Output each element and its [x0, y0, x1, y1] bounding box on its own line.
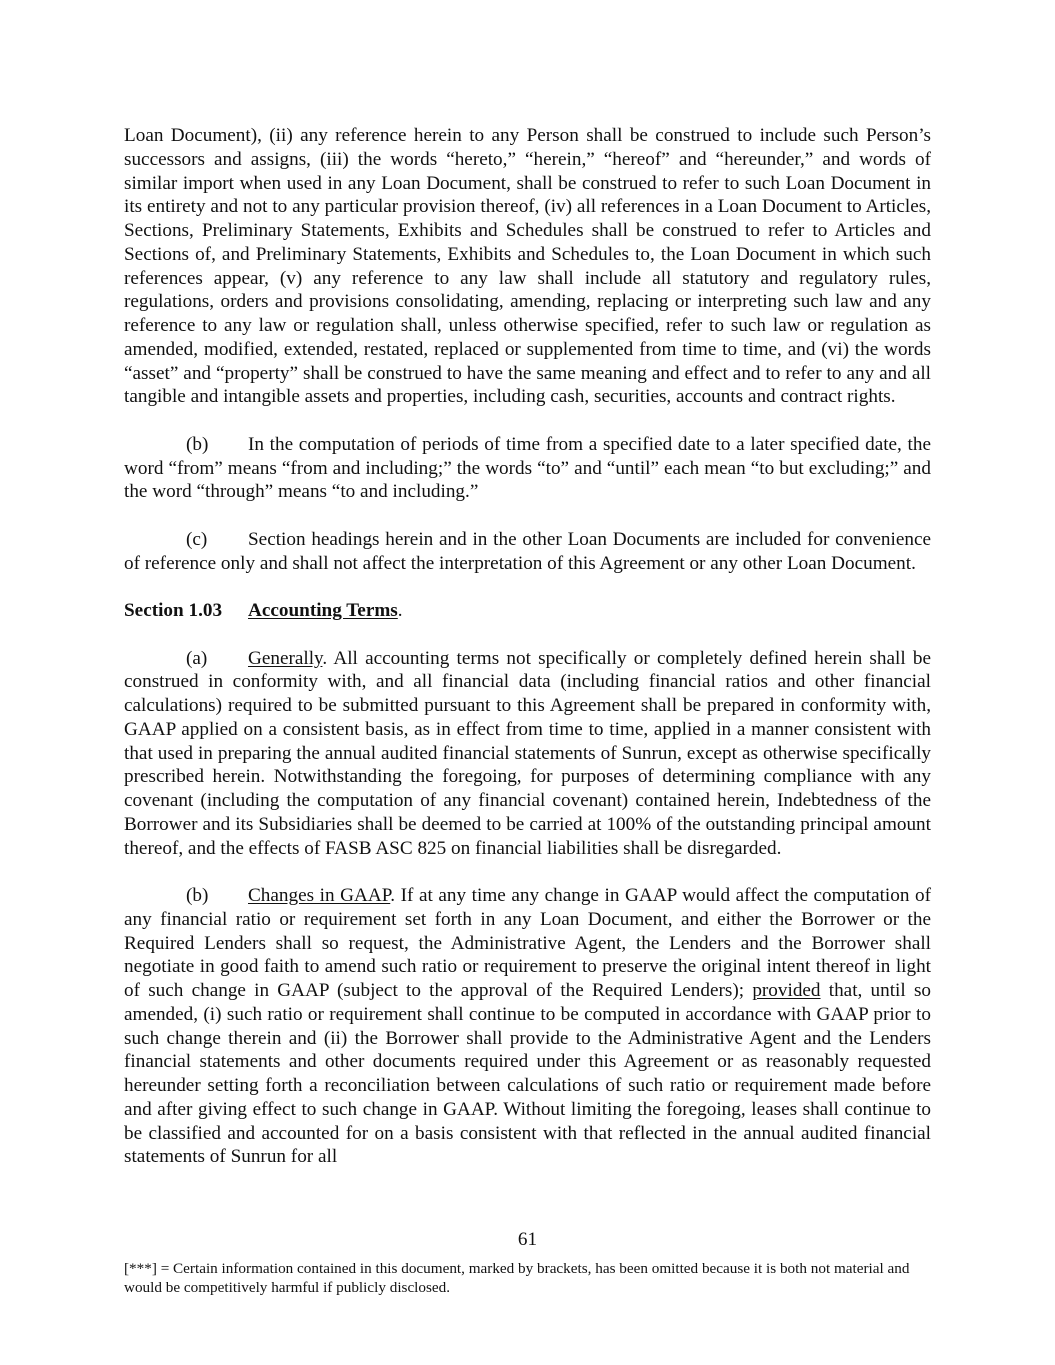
subsection-a-generally [124, 647, 931, 861]
paragraph-label: (c) [186, 528, 208, 550]
paragraph-b-computation-of-time [124, 433, 931, 504]
section-title-period: . [397, 600, 403, 621]
section-title: Accounting Terms [248, 600, 398, 621]
provided-term: provided [752, 980, 821, 1001]
paragraph-text: Section headings herein and in the other Loan Documents are included for convenience of reference only and shall not affect the interpretation of this Agreement or any other Loan Document. [124, 528, 931, 574]
subsection-text: . All accounting terms not specifically or completely defined herein shall be construed in conformity with, and all financial data (including financial ratios and other financial calculations) required to be submitted pursuant to this Agreement shall be prepared in conformity with, GAAP applied on a consistent basis, as in effect from time to time, applied in a manner consistent with that used in preparing the annual audited financial statements of Sunrun, except as otherwise specifically prescribed herein. Notwithstanding the foregoing, for purposes of determining compliance with any covenant (including the computation of any financial covenant) contained herein, Indebtedness of the Borrower and its Subsidiaries shall be deemed to be carried at 100% of the outstanding principal amount thereof, and the effects of FASB ASC 825 on financial liabilities shall be disregarded. [124, 647, 931, 859]
subsection-label: (b) [186, 885, 209, 906]
section-number: Section 1.03 [124, 600, 223, 621]
document-page [124, 124, 931, 1193]
subsection-text: . If at any time any change in GAAP would affect the computation of any financial ratio or requirement set forth in any Loan Document, and either the Borrower or the Required Lenders shall so request, the Administrative Agent, the Lenders and the Borrower shall negotiate in good faith to amend such ratio or requirement to preserve the original intent thereof in light of such change in GAAP (subject to the approval of the Required Lenders); [124, 885, 932, 1001]
subsection-b-changes-in-gaap [124, 884, 931, 1169]
paragraph-definitions-continued: Loan Document), (ii) any reference herein to any Person shall be construed to include such Person’s successors and assigns, (iii) the words “hereto,” “herein,” “hereof” and “hereunder,” and words of similar import when used in any Loan Document, shall be construed to refer to such Loan Document in its entirety and not to any particular provision thereof, (iv) all references in a Loan Document to Articles, Sections, Preliminary Statements, Exhibits and Schedules shall be construed to refer to Articles and Sections of, and Preliminary Statements, Exhibits and Schedules to, the Loan Document in which such references appear, (v) any reference to any law shall include all statutory and regulatory rules, regulations, orders and provisions consolidating, amending, replacing or interpreting such law and any reference to any law or regulation shall, unless otherwise specified, refer to such law or regulation as amended, modified, extended, restated, replaced or supplemented from time to time, and (vi) the words “asset” and “property” shall be construed to have the same meaning and effect and to refer to any and all tangible and intangible assets and properties, including cash, securities, accounts and contract rights. [124, 125, 931, 408]
paragraph-c-section-headings [124, 528, 931, 576]
page-number: 61 [517, 1229, 538, 1250]
subsection-heading: Changes in GAAP [248, 885, 391, 906]
subsection-label: (a) [186, 647, 208, 669]
paragraph-text: In the computation of periods of time from a specified date to a later specified date, the word “from” means “from and including;” the words “to” and “until” each mean “to but excluding;” and the word “through” means “to and including.” [124, 433, 931, 503]
footnote: [***] = Certain information contained in this document, marked by brackets, has been omitted because it is both not material and would be competitively harmful if publicly disclosed. [124, 1260, 910, 1296]
subsection-heading: Generally [248, 647, 323, 669]
paragraph-label: (b) [186, 433, 209, 455]
section-heading [124, 599, 931, 623]
subsection-text-continued: that, until so amended, (i) such ratio or requirement shall continue to be computed in accordance with GAAP prior to such change therein and (ii) the Borrower shall provide to the Administrative Agent and the Lenders financial statements and other documents required under this Agreement or as reasonably requested hereunder setting forth a reconciliation between calculations of such ratio or requirement made before and after giving effect to such change in GAAP. Without limiting the foregoing, leases shall continue to be classified and accounted for on a basis consistent with that reflected in the annual audited financial statements of Sunrun for all [124, 980, 932, 1168]
